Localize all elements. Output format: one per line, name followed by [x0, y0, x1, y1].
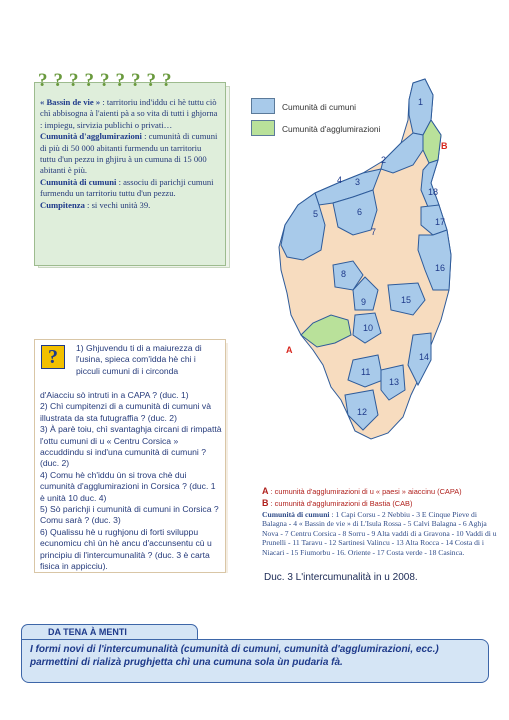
question-mark-icon: ?: [100, 70, 110, 91]
map-number-7: 7: [371, 227, 377, 237]
question-1-continuation: d'Aiacciu sò intruti in a CAPA ? (duc. 1): [40, 390, 189, 400]
map-number-1: 1: [418, 97, 424, 107]
question-4: 4) Comu hè ch'iddu ùn si trova chè dui cumunità d'agglumirazioni in Corsica ? (duc. 1 è unità 10 duc. 4): [40, 469, 216, 503]
map-number-17: 17: [435, 217, 446, 227]
region-5-calvi: [281, 193, 325, 260]
map-label-b: B: [441, 141, 448, 151]
corsica-map: [253, 65, 493, 465]
map-number-18: 18: [428, 187, 439, 197]
map-number-4: 4: [337, 175, 343, 185]
glossary-definition: : si vechi unità 39.: [84, 199, 151, 210]
question-mark-icon: ?: [38, 70, 48, 91]
map-number-2: 2: [381, 155, 387, 165]
map-number-8: 8: [341, 269, 347, 279]
map-number-15: 15: [401, 295, 412, 305]
map-number-5: 5: [313, 209, 319, 219]
glossary-term: Cumpitenza: [40, 199, 85, 210]
legend-label-ca: Cumunità d'agglumirazioni: [282, 124, 381, 134]
glossary-definition: : associu di parichji cumuni furmendu un tarritoriu tuttu d'un pezzu.: [40, 176, 214, 199]
map-number-14: 14: [419, 352, 430, 362]
map-caption: Duc. 3 L'intercumunalità in u 2008.: [264, 572, 418, 583]
question-mark-icon: ?: [69, 70, 79, 91]
map-key-a: [262, 486, 502, 496]
question-3: 3) À parè toiu, chì svantaghja circani di rimpattà l'ottu cumuni di u « Centru Corsica » accuddindu si ind'una cumunità di cumuni ? (duc. 2): [40, 424, 222, 469]
question-marks-decoration: [38, 72, 228, 90]
glossary-term: « Bassin de vie »: [40, 97, 101, 107]
map-number-12: 12: [357, 407, 368, 417]
map-label-a: A: [286, 345, 293, 355]
map-number-9: 9: [361, 297, 367, 307]
question-mark-icon: ?: [84, 70, 94, 91]
glossary-text: [40, 97, 218, 211]
question-6: 6) Qualissu hè u rughjonu di forti sviluppu ecunomicu chì ùn hè ancu d'accunsentu cù u principiu di l'intercumunalità ? (duc. 3 è carta fisica in appicciu).: [40, 526, 212, 572]
map-key-a-letter: A: [262, 486, 269, 496]
questions-list: [40, 390, 222, 573]
glossary-term: Cumunità di cumuni: [40, 176, 117, 187]
question-mark-icon: ?: [131, 70, 141, 91]
map-number-16: 16: [435, 263, 446, 273]
map-number-11: 11: [361, 367, 371, 377]
map-number-6: 6: [357, 207, 363, 217]
question-5: 5) Sò parichji i cumunità di cumuni in Corsica ? Comu sarà ? (duc. 3): [40, 504, 219, 526]
glossary-entry-agglomeration: [40, 131, 218, 177]
glossary-entry-communes: [40, 177, 218, 200]
glossary-definition: : cumunità di cumuni di più di 50 000 abitanti furmendu un tarritoriu tuttu d'un pezzu in ghjiru à un cumuna di 15 000 abitanti è più.: [40, 131, 218, 176]
glossary-definition: : tarritoriu ind'iddu ci hè tuttu ciò chì abbisogna à l'aienti pà a so vita di tutti i ghjorna : impiegu, sirvizia publichi o privati…: [40, 97, 218, 130]
glossary-entry-competence: [40, 200, 218, 211]
map-key-a-text: : cumunità d'agglumirazioni di u « paesi » aiaccinu (CAPA): [268, 487, 462, 496]
banner-text: I formi novi di l'intercumunalità (cumunità di cumuni, cumunità d'agglumirazioni, ecc.) parmettini di rializà prughjetta chì una cumuna sola ùn pudaria fà.: [30, 644, 439, 668]
question-1-intro: 1) Ghjuvendu ti di a maiurezza di l'usina, spieca com'idda hè chi i picculi cumuni di i circonda: [76, 343, 202, 376]
banner-title: DA TENA À MENTI: [48, 627, 127, 637]
question-mark-icon: ?: [146, 70, 156, 91]
map-key-b-text: : cumunità d'agglumirazioni di Bastia (CAB): [268, 499, 413, 508]
glossary-entry-bassin: [40, 97, 218, 131]
map-number-10: 10: [363, 323, 374, 333]
map-cdc-list: [262, 510, 502, 557]
question-mark-icon: ?: [53, 70, 63, 91]
map-cdc-title: Cumunità di cumuni: [262, 510, 330, 519]
question-2: 2) Chì cumpitenzi di a cumunità di cumuni và illustrata da sta futugraffia ? (duc. 2): [40, 401, 211, 423]
map-number-3: 3: [355, 177, 361, 187]
legend-label-cdc: Cumunità di cumuni: [282, 102, 357, 112]
glossary-term: Cumunità d'agglumirazioni: [40, 131, 142, 142]
question-icon: ?: [41, 345, 65, 369]
question-mark-icon: ?: [162, 70, 172, 91]
map-key-b: [262, 498, 502, 508]
map-cdc-items: : 1 Capi Corsu - 2 Nebbiu - 3 E Cinque Pieve di Balagna - 4 « Bassin de vie » di L'Isula Rossa - 5 Calvi Balagna - 6 Aghja Nova - 7 Centru Corsica - 8 Sorru - 9 Alta vaddi di a Gravona - 10 Vaddi di u Prunelli - 11 Taravu - 12 Sartinesi Valincu - 13 Alta Rocca - 14 Costa di i Niacari - 15 Fiumorbu - 16. Oriente - 17 Costa verde - 18 Casinca.: [262, 510, 497, 557]
question-mark-icon: ?: [115, 70, 125, 91]
map-number-13: 13: [389, 377, 400, 387]
map-key-b-letter: B: [262, 498, 269, 508]
